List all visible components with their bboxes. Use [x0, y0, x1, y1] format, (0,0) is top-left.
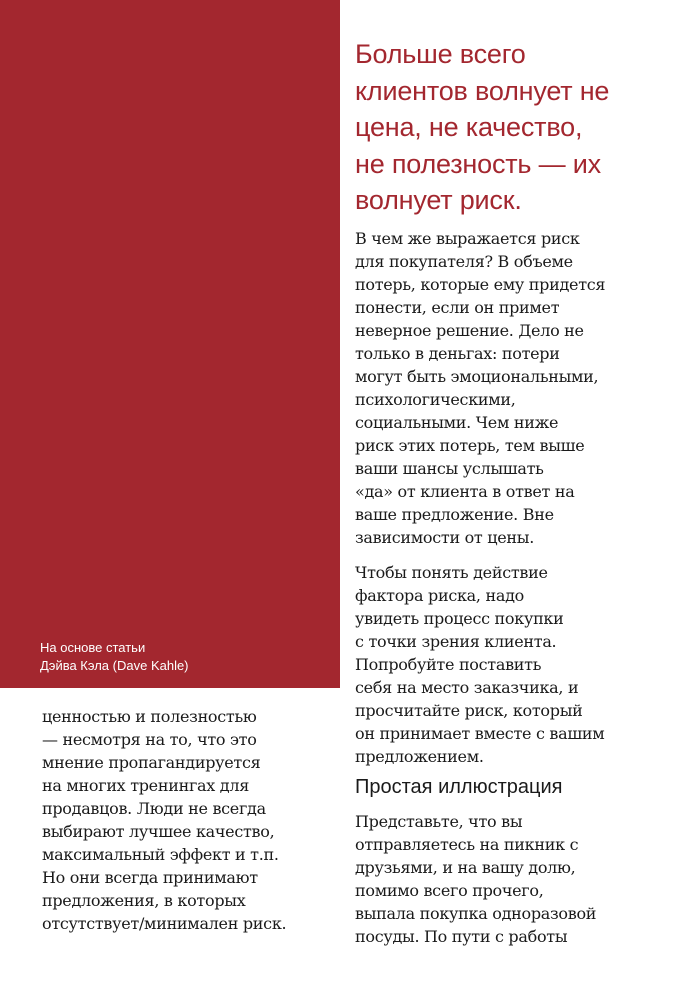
paragraph-value-vs-risk — [42, 705, 337, 935]
text-line: посуды. По пути с работы — [355, 926, 568, 946]
paragraph-illustration — [355, 810, 685, 948]
text-line: на многих тренингах для — [42, 776, 249, 795]
headline-line: не полезность — их — [355, 148, 601, 179]
headline-line: Больше всего — [355, 39, 526, 69]
text-line: с точки зрения клиента. — [355, 631, 557, 651]
text-line: просчитайте риск, который — [355, 700, 583, 720]
red-side-panel — [0, 0, 340, 688]
text-line: себя на место заказчика, и — [355, 677, 579, 697]
headline-line: цена, не качество, — [355, 112, 583, 142]
headline — [355, 36, 685, 219]
text-line: «да» от клиента в ответ на — [355, 481, 575, 501]
subheading: Простая иллюстрация — [355, 775, 563, 798]
text-line: увидеть процесс покупки — [355, 608, 564, 628]
text-line: помимо всего прочего, — [355, 880, 544, 900]
text-line: для покупателя? В объеме — [355, 251, 573, 271]
text-line: отсутствует/минимален риск. — [42, 914, 287, 933]
text-line: ваше предложение. Вне — [355, 504, 554, 524]
source-attribution — [40, 639, 330, 675]
text-line: выпала покупка одноразовой — [355, 903, 597, 923]
text-line: неверное решение. Дело не — [355, 320, 584, 340]
left-column — [42, 705, 337, 935]
text-line: В чем же выражается риск — [355, 228, 580, 248]
text-line: максимальный эффект и т.п. — [42, 845, 279, 864]
text-line: Представьте, что вы — [355, 811, 523, 831]
text-line: ценностью и полезностью — [42, 707, 257, 726]
paragraph-client-view — [355, 561, 685, 768]
source-line: Дэйва Кэла (Dave Kahle) — [40, 658, 189, 673]
text-line: могут быть эмоциональными, — [355, 366, 599, 386]
text-line: Но они всегда принимают — [42, 868, 258, 887]
text-line: выбирают лучшее качество, — [42, 822, 275, 841]
text-line: фактора риска, надо — [355, 585, 524, 605]
text-line: — несмотря на то, что это — [42, 730, 257, 749]
text-line: зависимости от цены. — [355, 527, 535, 547]
text-line: мнение пропагандируется — [42, 753, 261, 772]
text-line: отправляетесь на пикник с — [355, 834, 579, 854]
text-line: предложения, в которых — [42, 891, 246, 910]
text-line: Попробуйте поставить — [355, 654, 542, 674]
text-line: он принимает вместе с вашим — [355, 723, 605, 743]
text-line: ваши шансы услышать — [355, 458, 544, 478]
source-line: На основе статьи — [40, 640, 146, 655]
text-line: друзьями, и на вашу долю, — [355, 857, 576, 877]
text-line: социальными. Чем ниже — [355, 412, 559, 432]
paragraph-risk-definition — [355, 227, 685, 549]
text-line: психологическими, — [355, 389, 516, 409]
text-line: продавцов. Люди не всегда — [42, 799, 266, 818]
text-line: понести, если он примет — [355, 297, 560, 317]
headline-line: волнует риск. — [355, 185, 522, 215]
text-line: Чтобы понять действие — [355, 562, 548, 582]
text-line: потерь, которые ему придется — [355, 274, 606, 294]
text-line: предложением. — [355, 746, 484, 766]
text-line: риск этих потерь, тем выше — [355, 435, 585, 455]
right-column — [355, 36, 685, 948]
text-line: только в деньгах: потери — [355, 343, 560, 363]
headline-line: клиентов волнует не — [355, 75, 610, 106]
